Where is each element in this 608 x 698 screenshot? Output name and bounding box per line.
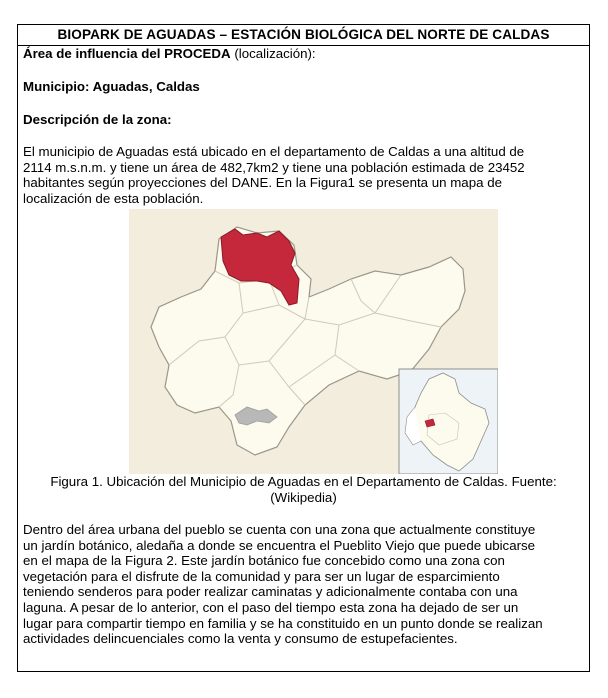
paragraph-line: teniendo senderos para poder realizar caminatas y adicionalmente contaba con una	[23, 584, 518, 600]
paragraph-line: 2114 m.s.n.m. y tiene un área de 482,7km2 y tiene una población estimada de 23452	[23, 159, 525, 175]
descripcion-heading: Descripción de la zona:	[23, 112, 172, 127]
paragraph-line: un jardín botánico, aledaña a donde se encuentra el Pueblito Viejo que puede ubicarse	[23, 537, 536, 553]
page-title: BIOPARK DE AGUADAS – ESTACIÓN BIOLÓGICA DEL NORTE DE CALDAS	[18, 25, 589, 46]
area-line	[23, 46, 316, 62]
paragraph-line: actividades delincuenciales como la venta y consumo de estupefacientes.	[23, 631, 458, 647]
paragraph-1	[23, 144, 588, 206]
area-suffix: (localización):	[230, 46, 316, 61]
caption-line: Figura 1. Ubicación del Municipio de Aguadas en el Departamento de Caldas. Fuente:	[50, 474, 557, 489]
municipio-heading: Municipio: Aguadas, Caldas	[23, 79, 200, 94]
area-label: Área de influencia del PROCEDA	[23, 46, 231, 61]
paragraph-line: El municipio de Aguadas está ubicado en el departamento de Caldas a una altitud de	[23, 144, 525, 159]
caldas-location-map	[129, 209, 498, 474]
paragraph-2	[23, 522, 588, 647]
paragraph-line: vegetación para el disfrute de la comunidad y para ser un lugar de esparcimiento	[23, 568, 500, 584]
paragraph-line: laguna. A pesar de lo anterior, con el paso del tiempo esta zona ha dejado de ser un	[23, 599, 519, 615]
colombia-inset-map	[399, 369, 498, 474]
paragraph-line: localización de esta población.	[23, 190, 204, 206]
document-frame	[17, 24, 590, 672]
paragraph-line: en el mapa de la Figura 2. Este jardín botánico fue concebido como una zona con	[23, 553, 505, 569]
paragraph-line: lugar para compartir tiempo en familia y se ha constituido en un punto donde se realizan	[23, 615, 543, 631]
map-image	[129, 209, 498, 474]
paragraph-line: habitantes según proyecciones del DANE. En la Figura1 se presenta un mapa de	[23, 175, 502, 191]
figure-caption	[18, 474, 589, 506]
caption-source: (Wikipedia)	[270, 490, 337, 505]
paragraph-line: Dentro del área urbana del pueblo se cuenta con una zona que actualmente constituye	[23, 522, 536, 537]
